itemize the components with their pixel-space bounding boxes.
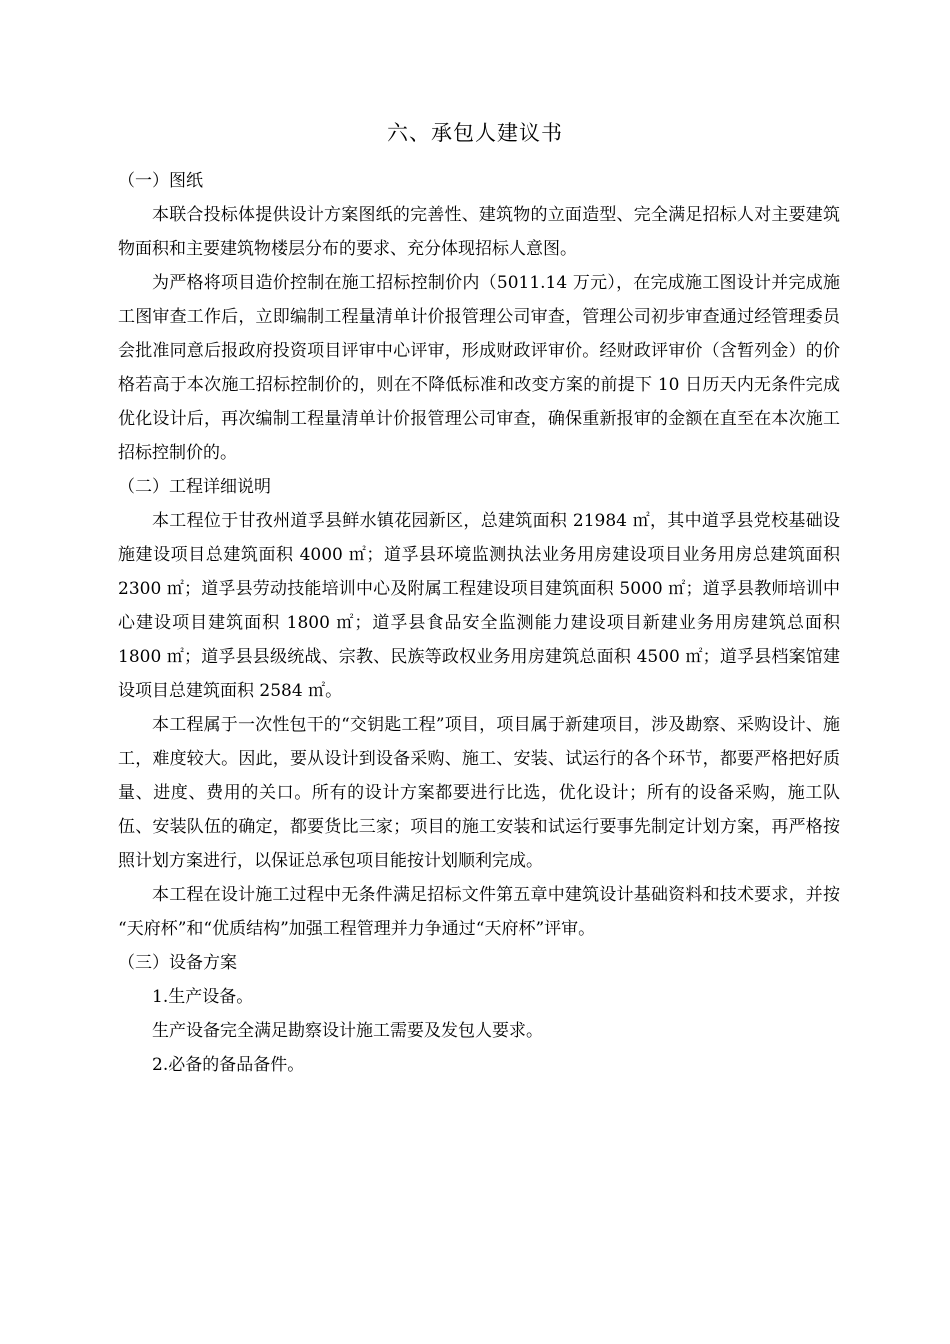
paragraph: 本联合投标体提供设计方案图纸的完善性、建筑物的立面造型、完全满足招标人对主要建筑物面积和主要建筑物楼层分布的要求、充分体现招标人意图。 <box>118 205 840 259</box>
document-title: 六、承包人建议书 <box>387 121 563 145</box>
section-heading-project-details: （二）工程详细说明 <box>118 477 271 497</box>
section-heading-equipment-plan: （三）设备方案 <box>118 953 237 973</box>
paragraph: 本工程位于甘孜州道孚县鲜水镇花园新区，总建筑面积 21984 ㎡，其中道孚县党校基础设施建设项目总建筑面积 4000 ㎡；道孚县环境监测执法业务用房建设项目业务用房总建筑面积 2300 ㎡；道孚县劳动技能培训中心及附属工程建设项目建筑面积 5000 ㎡；道孚县教师培训中心建设项目建筑面积 1800 ㎡；道孚县食品安全监测能力建设项目新建业务用房建筑总面积 1800 ㎡；道孚县县级统战、宗教、民族等政权业务用房建筑总面积 4500 ㎡；道孚县档案馆建设项目总建筑面积 2584 ㎡。 <box>118 511 840 701</box>
list-item: 1.生产设备。 <box>152 987 254 1007</box>
document-body <box>118 164 840 1082</box>
paragraph: 本工程属于一次性包干的“交钥匙工程”项目，项目属于新建项目，涉及勘察、采购设计、施工，难度较大。因此，要从设计到设备采购、施工、安装、试运行的各个环节，都要严格把好质量、进度、费用的关口。所有的设计方案都要进行比选，优化设计；所有的设备采购，施工队伍、安装队伍的确定，都要货比三家；项目的施工安装和试运行要事先制定计划方案，再严格按照计划方案进行，以保证总承包项目能按计划顺利完成。 <box>118 715 840 871</box>
list-item: 2.必备的备品备件。 <box>152 1055 305 1075</box>
paragraph: 为严格将项目造价控制在施工招标控制价内（5011.14 万元），在完成施工图设计并完成施工图审查工作后，立即编制工程量清单计价报管理公司审查，管理公司初步审查通过经管理委员会批准同意后报政府投资项目评审中心评审，形成财政评审价。经财政评审价（含暂列金）的价格若高于本次施工招标控制价的，则在不降低标准和改变方案的前提下 10 日历天内无条件完成优化设计后，再次编制工程量清单计价报管理公司审查，确保重新报审的金额在直至在本次施工招标控制价的。 <box>118 273 840 463</box>
paragraph: 本工程在设计施工过程中无条件满足招标文件第五章中建筑设计基础资料和技术要求，并按 “天府杯”和“优质结构”加强工程管理并力争通过“天府杯”评审。 <box>118 885 840 939</box>
list-item: 生产设备完全满足勘察设计施工需要及发包人要求。 <box>152 1021 543 1041</box>
section-heading-drawings: （一）图纸 <box>118 171 203 191</box>
